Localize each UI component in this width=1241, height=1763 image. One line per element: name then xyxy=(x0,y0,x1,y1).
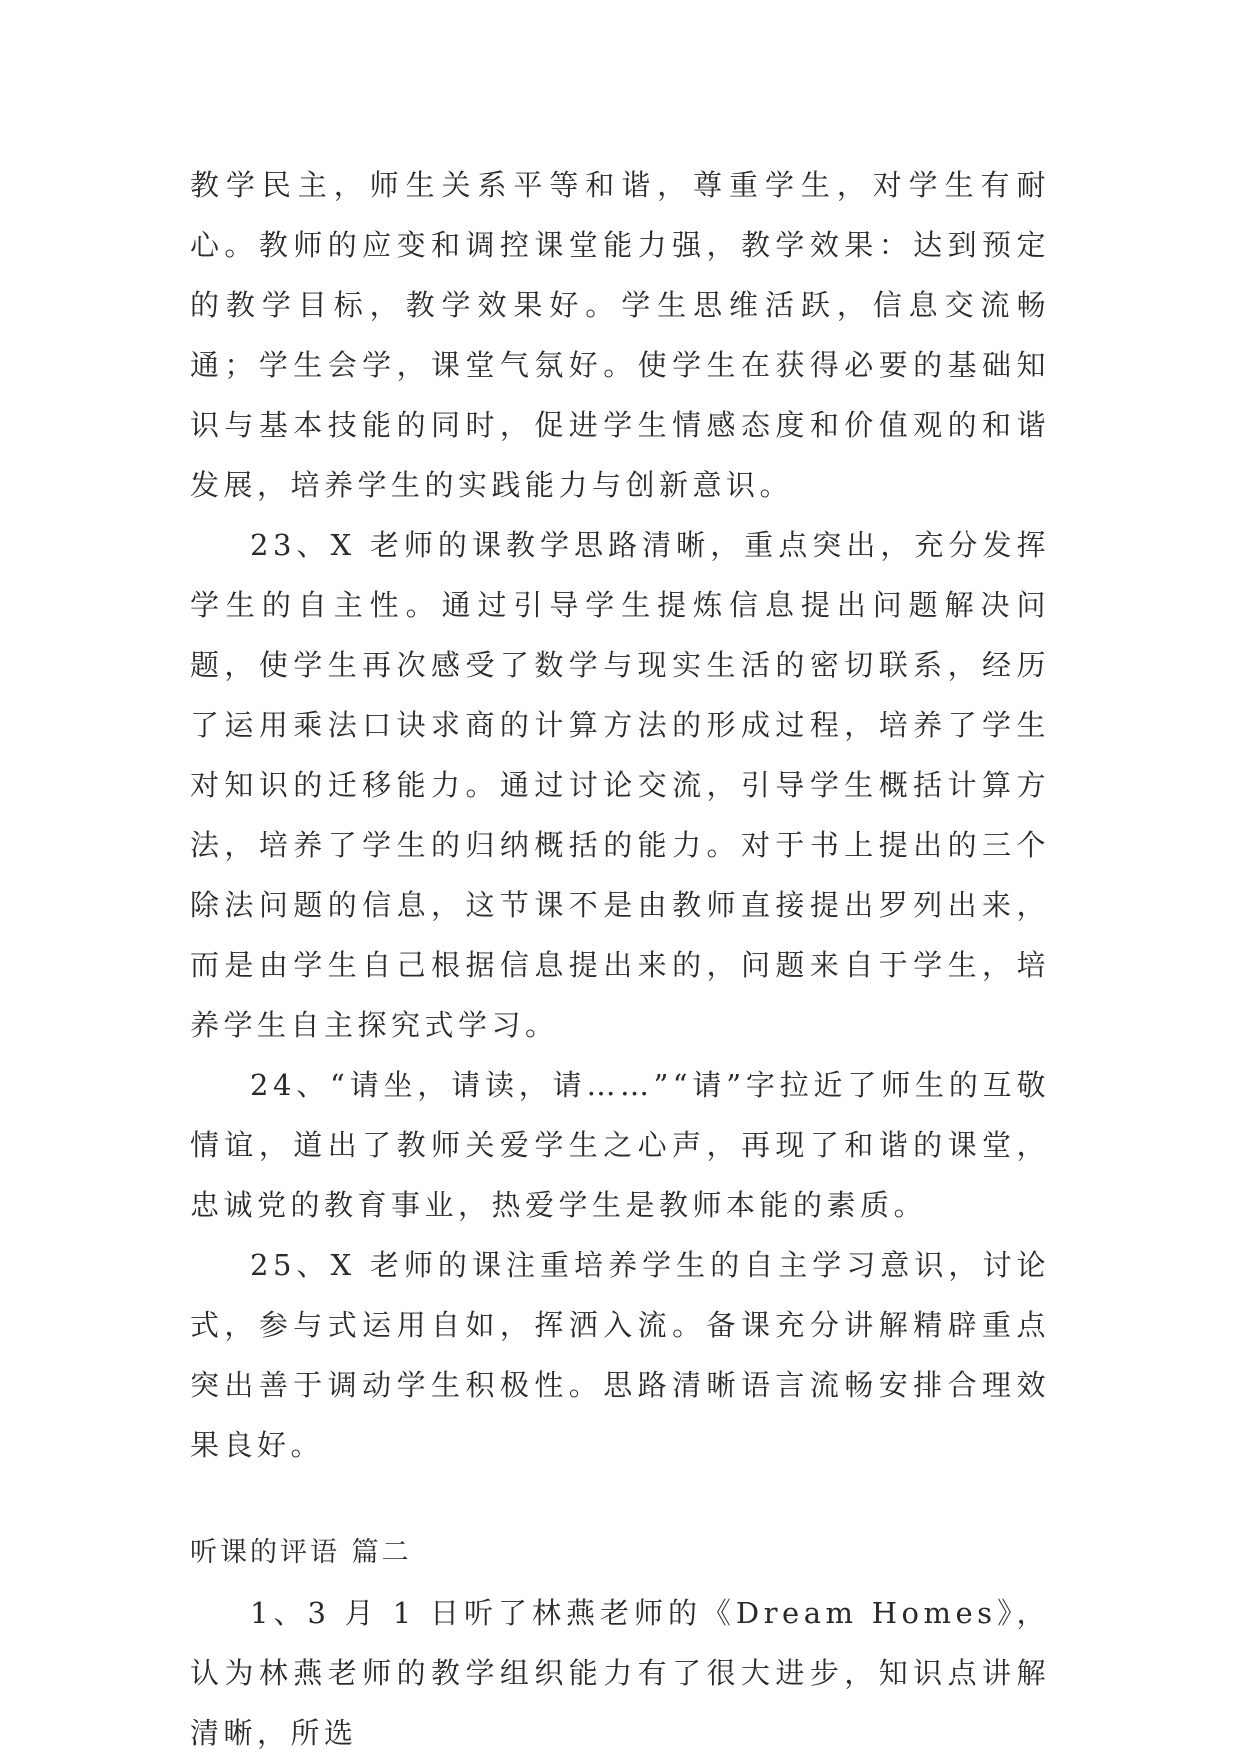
section-heading: 听课的评语 篇二 xyxy=(190,1537,412,1568)
paragraph-25: 25、X 老师的课注重培养学生的自主学习意识，讨论式，参与式运用自如，挥洒入流。备课充分讲解精辟重点突出善于调动学生积极性。思路清晰语言流畅安排合理效果良好。 xyxy=(190,1248,1050,1462)
paragraph-24: 24、“请坐，请读，请……”“请”字拉近了师生的互敬情谊，道出了教师关爱学生之心声，再现了和谐的课堂，忠诚党的教育事业，热爱学生是教师本能的素质。 xyxy=(190,1068,1050,1222)
paragraph-section2-1: 1、3 月 1 日听了林燕老师的《Dream Homes》，认为林燕老师的教学组织能力有了很大进步，知识点讲解清晰，所选 xyxy=(190,1596,1050,1750)
document-body xyxy=(190,155,1050,1763)
paragraph-continued: 教学民主，师生关系平等和谐，尊重学生，对学生有耐心。教师的应变和调控课堂能力强，教学效果：达到预定的教学目标，教学效果好。学生思维活跃，信息交流畅通；学生会学，课堂气氛好。使学生在获得必要的基础知识与基本技能的同时，促进学生情感态度和价值观的和谐发展，培养学生的实践能力与创新意识。 xyxy=(190,168,1050,502)
paragraph-23: 23、X 老师的课教学思路清晰，重点突出，充分发挥学生的自主性。通过引导学生提炼信息提出问题解决问题，使学生再次感受了数学与现实生活的密切联系，经历了运用乘法口诀求商的计算方法的形成过程，培养了学生对知识的迁移能力。通过讨论交流，引导学生概括计算方法，培养了学生的归纳概括的能力。对于书上提出的三个除法问题的信息，这节课不是由教师直接提出罗列出来，而是由学生自己根据信息提出来的，问题来自于学生，培养学生自主探究式学习。 xyxy=(190,528,1050,1042)
